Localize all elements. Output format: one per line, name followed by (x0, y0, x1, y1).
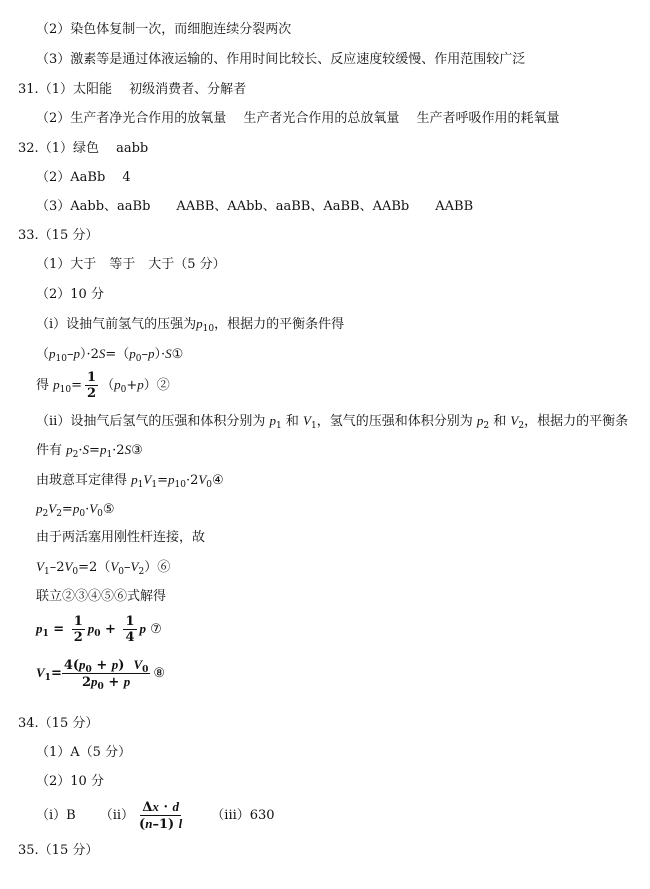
equation-7: $p_1$ = $\frac{1}{2}$ $p_0$ + $\frac{1}{4}$ p ⑦ (36, 614, 162, 645)
equation-5: $p_2V_2=p_0\cdot V_0⑤$ (36, 501, 115, 519)
answer-line: （3）Aabb、aaBb AABB、AAbb、aaBB、AaBB、AABb AABB (36, 199, 474, 214)
equation-1: $(p_{10}-p)\cdot 2S=(p_0-p)\cdot S①$ (36, 346, 184, 364)
answer-line: （2）10 分 (36, 774, 104, 789)
equation-4: 由玻意耳定律得 $p_1V_1=p_{10}\cdot 2V_0④$ (36, 472, 224, 490)
rod-statement: 由于两活塞用刚性杆连接，故 (36, 530, 206, 545)
answer-line: （3）激素等是通过体液运输的、作用时间比较长、反应速度较缓慢、作用范围较广泛 (36, 52, 526, 67)
equation-3: 件有 $p_2\cdot S=p_1\cdot 2S③$ (36, 442, 143, 460)
physics-step-ii: （ii）设抽气后氢气的压强和体积分别为 $p_1$ 和 $V_1$，氢气的压强和体积分别为 $p_2$ 和 $V_2$，根据力的平衡条 (36, 413, 629, 431)
solve-statement: 联立②③④⑤⑥式解得 (36, 589, 167, 604)
answer-line: （1）大于 等于 大于（5 分） (36, 257, 226, 272)
answer-text: （1）太阳能 初级消费者、分解者 (38, 82, 247, 97)
answer-line: （2）10 分 (36, 287, 104, 302)
answer-line: （2）AaBb 4 (36, 170, 131, 185)
question-33-heading: 33.（15 分） (18, 228, 99, 243)
physics-step-i: （i）设抽气前氢气的压强为$p_{10}$，根据力的平衡条件得 (36, 316, 345, 334)
equation-6: $V_1-2V_0=2(V_0-V_2)⑥$ (36, 559, 171, 577)
answer-line: （1）A（5 分） (36, 745, 132, 760)
question-32 (18, 140, 148, 158)
question-35-heading: 35.（15 分） (18, 843, 99, 858)
question-34-subparts: （i）B （ii） $\frac{\Delta x \cdot d}{(n-1) l}$ （iii）630 (36, 799, 275, 832)
answer-text: （1）绿色 aabb (38, 141, 149, 156)
question-number: 32. (18, 141, 39, 156)
question-number: 31. (18, 82, 39, 97)
equation-8: $V_1=$ $\frac{4(p_0 + p) V_0}{2p_0 + p}$ ⑧ (36, 657, 166, 692)
answer-line: （2）生产者净光合作用的放氧量 生产者光合作用的总放氧量 生产者呼吸作用的耗氧量 (36, 111, 560, 126)
answer-line: （2）染色体复制一次，而细胞连续分裂两次 (36, 22, 292, 37)
question-34-heading: 34.（15 分） (18, 716, 99, 731)
question-31 (18, 81, 246, 99)
equation-2: 得 $p_{10}=$ $\frac{1}{2}$ $(p_0+p)②$ (36, 370, 170, 401)
